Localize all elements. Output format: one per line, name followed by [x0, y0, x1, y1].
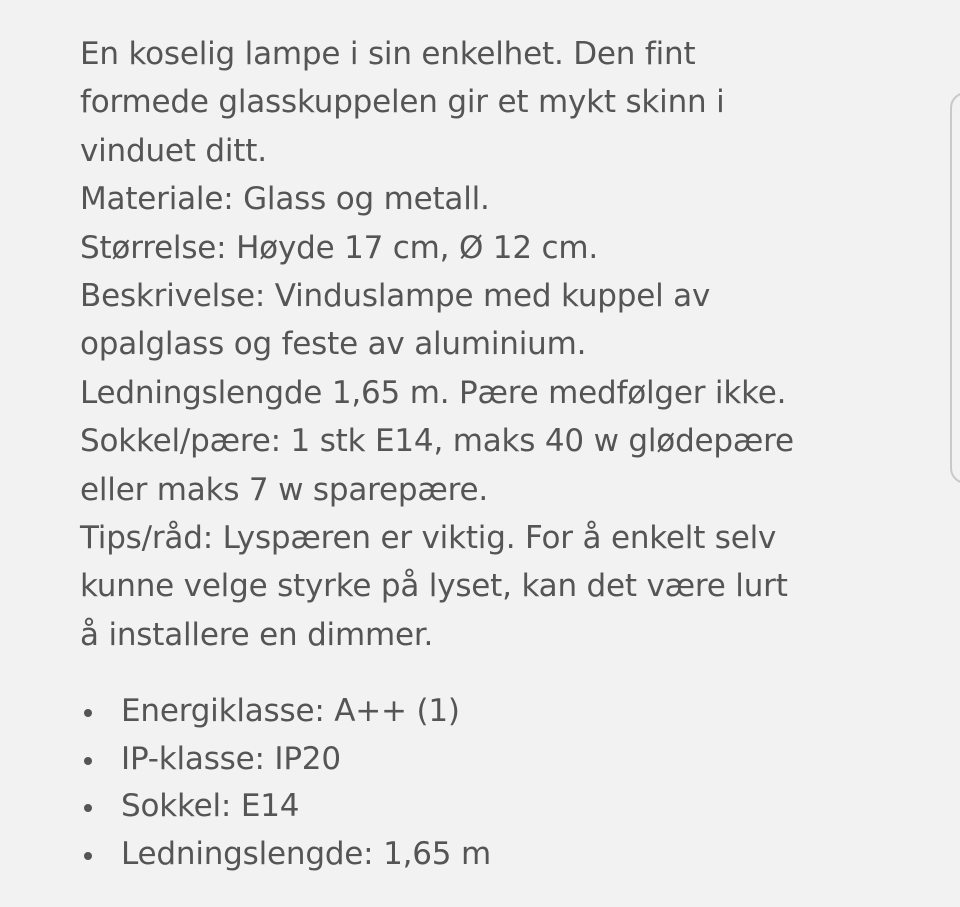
list-item [80, 688, 491, 736]
scrollbar[interactable] [950, 92, 960, 484]
bullet-icon [84, 852, 92, 860]
size-line: Størrelse: Høyde 17 cm, Ø 12 cm. [80, 229, 598, 266]
tips-line: å installere en dimmer. [80, 616, 434, 653]
description-line: vinduet ditt. [80, 132, 267, 169]
details-line: opalglass og feste av aluminium. [80, 326, 587, 363]
list-item [80, 831, 491, 879]
spec-energy-class: Energiklasse: A++ (1) [121, 693, 460, 729]
material-line: Materiale: Glass og metall. [80, 181, 490, 218]
list-item [80, 783, 491, 831]
tips-line: kunne velge styrke på lyset, kan det være lurt [80, 568, 788, 605]
spec-cord-length: Ledningslengde: 1,65 m [121, 836, 491, 873]
product-description [80, 30, 850, 659]
list-item [80, 736, 491, 784]
tips-line: Tips/råd: Lyspæren er viktig. For å enkelt selv [80, 520, 777, 557]
spec-ip-class: IP-klasse: IP20 [121, 740, 341, 777]
socket-line: eller maks 7 w sparepære. [80, 471, 488, 508]
bullet-icon [84, 709, 92, 717]
spec-socket: Sokkel: E14 [121, 788, 300, 825]
spec-list [80, 688, 491, 879]
bullet-icon [84, 757, 92, 765]
description-line: En koselig lampe i sin enkelhet. Den fint [80, 36, 696, 72]
socket-line: Sokkel/pære: 1 stk E14, maks 40 w glødepære [80, 423, 794, 460]
cord-length-line: Ledningslengde 1,65 m. Pære medfølger ikke. [80, 374, 787, 411]
details-line: Beskrivelse: Vinduslampe med kuppel av [80, 278, 711, 315]
bullet-icon [84, 804, 92, 812]
description-line: formede glasskuppelen gir et mykt skinn i [80, 84, 725, 121]
